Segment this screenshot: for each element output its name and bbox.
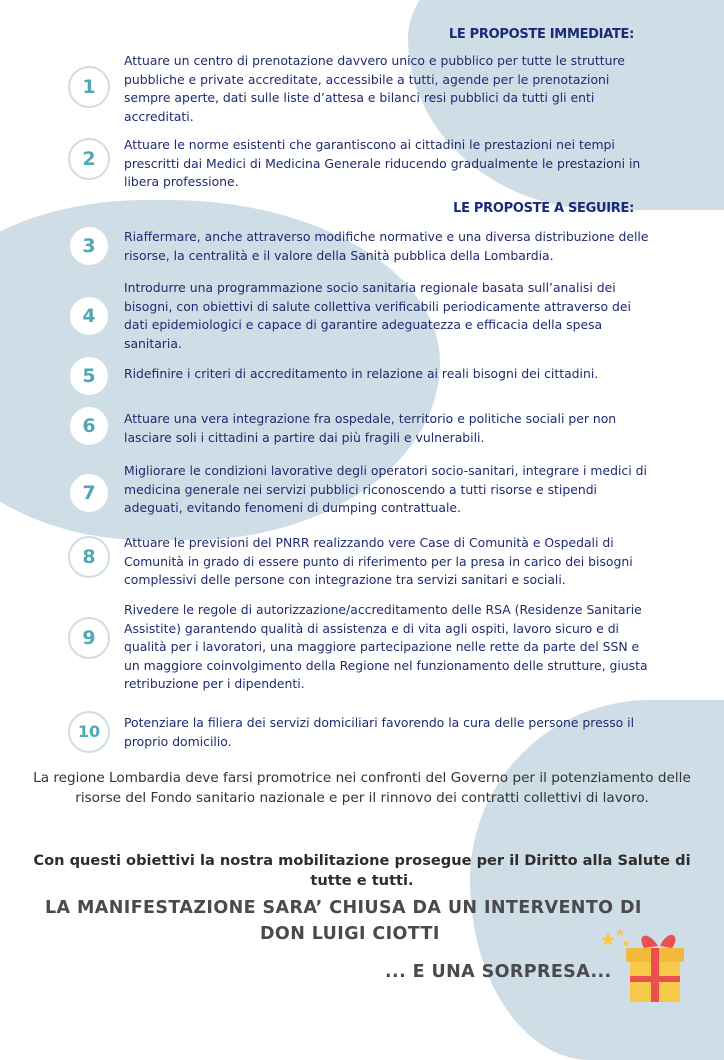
proposal-text: Rivedere le regole di autorizzazione/accreditamento delle RSA (Residenze Sanitarie Assistite) garantendo qualità di assistenza e di vita agli ospiti, lavoro sicuro e di qualità per i lavoratori, una maggiore partecipazione nelle rette da parte del SSN e un maggiore coinvolgimento della Regione nel funzionamento delle strutture, giusta retribuzione per i dipendenti. xyxy=(124,602,648,691)
proposal-text: Riaffermare, anche attraverso modifiche normative e una diversa distribuzione delle risorse, la centralità e il valore della Sanità pubblica della Lombardia. xyxy=(124,229,649,263)
number-badge: 2 xyxy=(68,138,110,180)
number-badge: 3 xyxy=(68,225,110,267)
number-badge: 1 xyxy=(68,66,110,108)
closing-line-1: LA MANIFESTAZIONE SARA’ CHIUSA DA UN INTERVENTO DI xyxy=(45,898,642,918)
surprise-text: ... E UNA SORPRESA... xyxy=(385,962,612,982)
number-badge: 6 xyxy=(68,405,110,447)
number-badge: 9 xyxy=(68,617,110,659)
mobilization-text: Con questi obiettivi la nostra mobilitazione prosegue per il Diritto alla Salute di tutte e tutti. xyxy=(33,852,691,889)
proposal-text: Attuare le previsioni del PNRR realizzando vere Case di Comunità e Ospedali di Comunità in grado di essere punto di riferimento per la presa in carico dei bisogni complessivi delle persone con integrazione tra servizi sanitari e sociali. xyxy=(124,535,633,587)
number-badge: 8 xyxy=(68,536,110,578)
number-badge: 7 xyxy=(68,472,110,514)
proposal-text: Attuare un centro di prenotazione davvero unico e pubblico per tutte le strutture pubbliche e private accreditate, accessibile a tutti, agende per le prenotazioni sempre aperte, dati sulle liste d’attesa e bilanci resi pubblici da tutti gli enti accreditati. xyxy=(124,53,625,124)
proposal-text: Attuare una vera integrazione fra ospedale, territorio e politiche sociali per non lasciare soli i cittadini a partire dai più fragili e vulnerabili. xyxy=(124,411,617,445)
closing-line-2: DON LUIGI CIOTTI xyxy=(260,924,440,944)
closing-paragraph: La regione Lombardia deve farsi promotrice nei confronti del Governo per il potenziamento delle risorse del Fondo sanitario nazionale e per il rinnovo dei contratti collettivi di lavoro. xyxy=(33,770,691,806)
number-badge: 4 xyxy=(68,295,110,337)
proposal-text: Potenziare la filiera dei servizi domiciliari favorendo la cura delle persone presso il proprio domicilio. xyxy=(124,715,635,749)
proposal-text: Ridefinire i criteri di accreditamento in relazione ai reali bisogni dei cittadini. xyxy=(124,366,599,381)
proposal-text: Attuare le norme esistenti che garantiscono ai cittadini le prestazioni nei tempi prescritti dai Medici di Medicina Generale riducendo gradualmente le prestazioni in libera professione. xyxy=(124,137,641,189)
heading-immediate: LE PROPOSTE IMMEDIATE: xyxy=(448,27,634,42)
number-badge: 5 xyxy=(68,355,110,397)
heading-following: LE PROPOSTE A SEGUIRE: xyxy=(453,201,634,216)
gift-box-icon xyxy=(600,926,692,1006)
proposal-text: Introdurre una programmazione socio sanitaria regionale basata sull’analisi dei bisogni, con obiettivi di salute collettiva verificabili periodicamente attraverso dei dati epidemiologici e capace di garantire adeguatezza e efficacia della spesa sanitaria. xyxy=(124,280,631,351)
proposal-text: Migliorare le condizioni lavorative degli operatori socio-sanitari, integrare i medici di medicina generale nei servizi pubblici riconoscendo a tutti risorse e stipendi adeguati, evitando fenomeni di dumping contrattuale. xyxy=(124,463,647,515)
number-badge: 10 xyxy=(68,711,110,753)
